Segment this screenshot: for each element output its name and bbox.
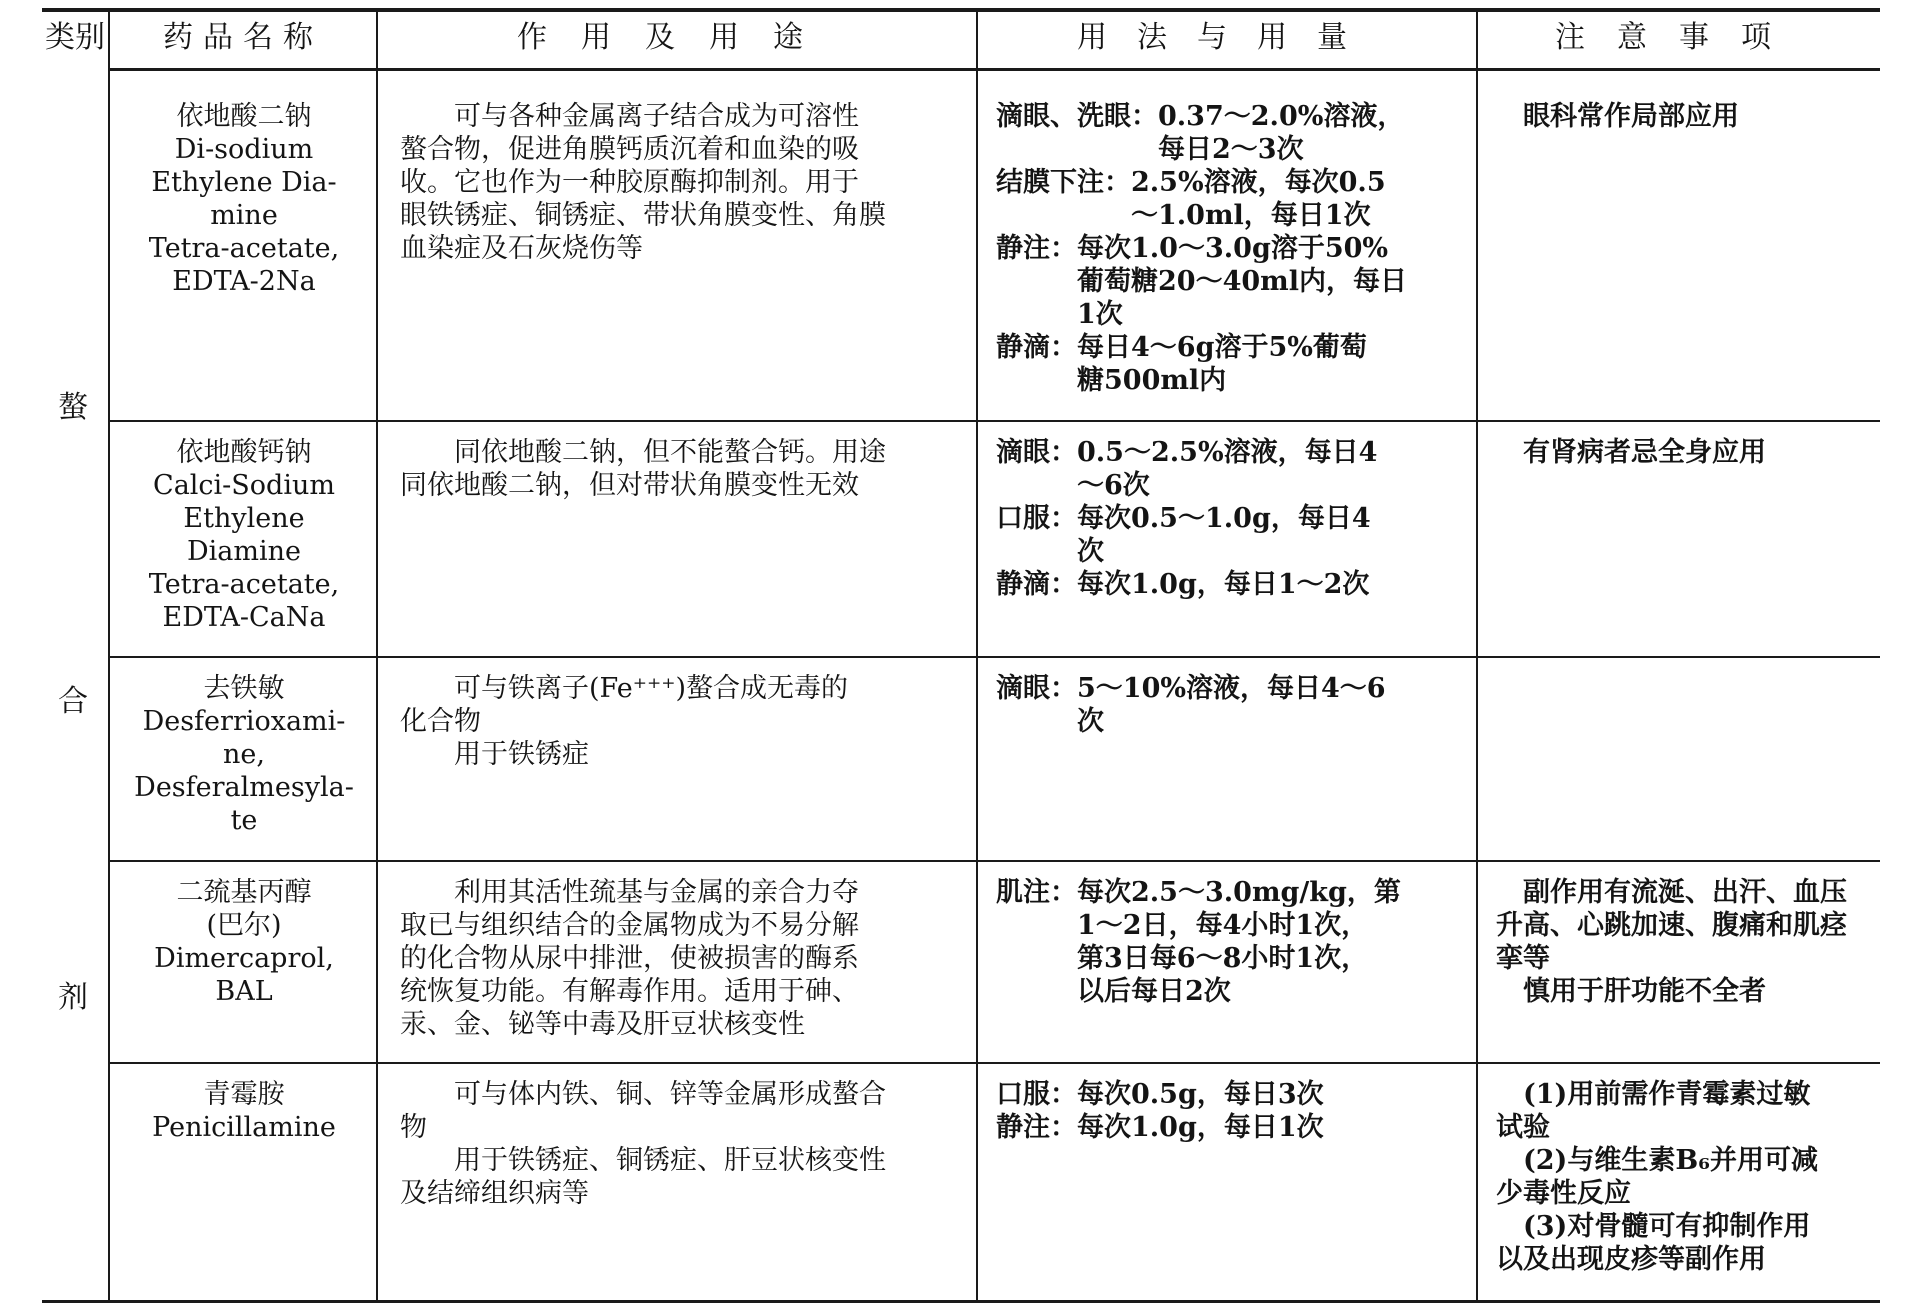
text-line: 同依地酸二钠，但对带状角膜变性无效 xyxy=(400,470,859,501)
action-cell xyxy=(400,672,972,771)
notes-cell xyxy=(1496,436,1876,469)
text-line: 1～2日，每4小时1次， xyxy=(996,910,1369,941)
action-cell xyxy=(400,436,972,502)
header-action: 作用及用途 xyxy=(517,20,837,55)
text-line: 收。它也作为一种胶原酶抑制剂。用于 xyxy=(400,167,859,198)
text-line: 滴眼、洗眼：0.37～2.0%溶液， xyxy=(996,101,1405,132)
text-line: 口服：每次0.5g，每日3次 xyxy=(996,1079,1324,1110)
text-line: 滴眼：5～10%溶液，每日4～6 xyxy=(996,673,1386,704)
text-line: Penicillamine xyxy=(152,1112,336,1143)
text-line: 化合物 xyxy=(400,706,481,737)
dosage-cell xyxy=(996,876,1472,1008)
col-divider-2 xyxy=(376,10,378,1302)
text-line: 静滴：每次1.0g，每日1～2次 xyxy=(996,569,1370,600)
header-category: 类别 xyxy=(45,20,105,55)
category-char: 螯 xyxy=(58,390,88,425)
text-line: 升高、心跳加速、腹痛和肌痉 xyxy=(1496,910,1847,941)
bottom-rule xyxy=(42,1300,1880,1303)
text-line: 试验 xyxy=(1496,1112,1550,1143)
text-line: 每日2～3次 xyxy=(996,134,1304,165)
text-line: Ethylene Dia- xyxy=(151,167,337,198)
text-line: mine xyxy=(210,200,278,231)
text-line: 利用其活性巯基与金属的亲合力夺 xyxy=(400,877,859,908)
text-line: 副作用有流涎、出汗、血压 xyxy=(1496,877,1847,908)
dosage-cell xyxy=(996,1078,1472,1144)
text-line: 眼科常作局部应用 xyxy=(1496,101,1739,132)
text-line: te xyxy=(230,805,258,836)
col-divider-4 xyxy=(1476,10,1478,1302)
notes-cell xyxy=(1496,1078,1876,1276)
text-line: BAL xyxy=(215,976,273,1007)
text-line: 少毒性反应 xyxy=(1496,1178,1631,1209)
text-line: 糖500ml内 xyxy=(996,365,1227,396)
text-line: Ethylene xyxy=(183,503,305,534)
text-line: 依地酸二钠 xyxy=(176,101,312,132)
text-line: EDTA-CaNa xyxy=(162,602,326,633)
category-char: 剂 xyxy=(58,980,88,1015)
text-line: (1)用前需作青霉素过敏 xyxy=(1496,1079,1811,1110)
header-drug-name: 药品名称 xyxy=(163,20,323,55)
text-line: Calci-Sodium xyxy=(153,470,335,501)
text-line: Dimercaprol, xyxy=(154,943,334,974)
text-line: 物 xyxy=(400,1112,427,1143)
text-line: (巴尔) xyxy=(206,910,282,941)
text-line: 葡萄糖20～40ml内，每日 xyxy=(996,266,1407,297)
header-notes: 注意事项 xyxy=(1555,20,1803,55)
text-line: Diamine xyxy=(187,536,301,567)
text-line: Tetra-acetate, xyxy=(148,569,340,600)
text-line: (3)对骨髓可有抑制作用 xyxy=(1496,1211,1811,1242)
text-line: 口服：每次0.5～1.0g，每日4 xyxy=(996,503,1371,534)
dosage-cell xyxy=(996,100,1472,397)
text-line: 1次 xyxy=(996,299,1123,330)
text-line: 螯合物，促进角膜钙质沉着和血染的吸 xyxy=(400,134,859,165)
text-line: 二巯基丙醇 xyxy=(176,877,312,908)
col-divider-1 xyxy=(108,10,110,1302)
text-line: 可与体内铁、铜、锌等金属形成螯合 xyxy=(400,1079,886,1110)
text-line: 慎用于肝功能不全者 xyxy=(1496,976,1766,1007)
drug-name-cell xyxy=(116,672,372,837)
text-line: 用于铁锈症、铜锈症、肝豆状核变性 xyxy=(400,1145,886,1176)
text-line: 挛等 xyxy=(1496,943,1550,974)
text-line: 统恢复功能。有解毒作用。适用于砷、 xyxy=(400,976,859,1007)
action-cell xyxy=(400,1078,972,1210)
text-line: 滴眼：0.5～2.5%溶液，每日4 xyxy=(996,437,1378,468)
dosage-cell xyxy=(996,672,1472,738)
text-line: 的化合物从尿中排泄，使被损害的酶系 xyxy=(400,943,859,974)
text-line: 次 xyxy=(996,706,1104,737)
text-line: 静注：每次1.0～3.0g溶于50% xyxy=(996,233,1389,264)
text-line: (2)与维生素B₆并用可减 xyxy=(1496,1145,1818,1176)
text-line: 有肾病者忌全身应用 xyxy=(1496,437,1766,468)
text-line: 静滴：每日4～6g溶于5%葡萄 xyxy=(996,332,1367,363)
text-line: 取已与组织结合的金属物成为不易分解 xyxy=(400,910,859,941)
text-line: Di-sodium xyxy=(174,134,314,165)
notes-cell xyxy=(1496,876,1876,1008)
text-line: 用于铁锈症 xyxy=(400,739,589,770)
text-line: 第3日每6～8小时1次， xyxy=(996,943,1369,974)
drug-name-cell xyxy=(116,1078,372,1144)
header-dosage: 用法与用量 xyxy=(1077,20,1377,55)
text-line: 可与各种金属离子结合成为可溶性 xyxy=(400,101,859,132)
text-line: 眼铁锈症、铜锈症、带状角膜变性、角膜 xyxy=(400,200,886,231)
text-line: 次 xyxy=(996,536,1104,567)
notes-cell xyxy=(1496,100,1876,133)
text-line: 结膜下注：2.5%溶液，每次0.5 xyxy=(996,167,1386,198)
action-cell xyxy=(400,100,972,265)
text-line: 可与铁离子(Fe⁺⁺⁺)螯合成无毒的 xyxy=(400,673,849,704)
text-line: Tetra-acetate, xyxy=(148,233,340,264)
action-cell xyxy=(400,876,972,1041)
text-line: 去铁敏 xyxy=(203,673,285,704)
drug-name-cell xyxy=(116,876,372,1008)
text-line: ～6次 xyxy=(996,470,1150,501)
text-line: ne, xyxy=(223,739,265,770)
text-line: ～1.0ml，每日1次 xyxy=(996,200,1371,231)
text-line: 静注：每次1.0g，每日1次 xyxy=(996,1112,1324,1143)
text-line: 青霉胺 xyxy=(203,1079,285,1110)
text-line: EDTA-2Na xyxy=(172,266,316,297)
text-line: 血染症及石灰烧伤等 xyxy=(400,233,643,264)
top-rule xyxy=(42,8,1880,12)
text-line: 肌注：每次2.5～3.0mg/kg，第 xyxy=(996,877,1401,908)
text-line: Desferalmesyla- xyxy=(134,772,354,803)
category-char: 合 xyxy=(58,684,88,719)
dosage-cell xyxy=(996,436,1472,601)
col-divider-3 xyxy=(976,10,978,1302)
text-line: 及结缔组织病等 xyxy=(400,1178,589,1209)
text-line: 汞、金、铋等中毒及肝豆状核变性 xyxy=(400,1009,805,1040)
text-line: 以及出现皮疹等副作用 xyxy=(1496,1244,1766,1275)
drug-name-cell xyxy=(116,100,372,298)
text-line: Desferrioxami- xyxy=(142,706,346,737)
drug-name-cell xyxy=(116,436,372,634)
text-line: 以后每日2次 xyxy=(996,976,1231,1007)
text-line: 依地酸钙钠 xyxy=(176,437,312,468)
text-line: 同依地酸二钠，但不能螯合钙。用途 xyxy=(400,437,886,468)
